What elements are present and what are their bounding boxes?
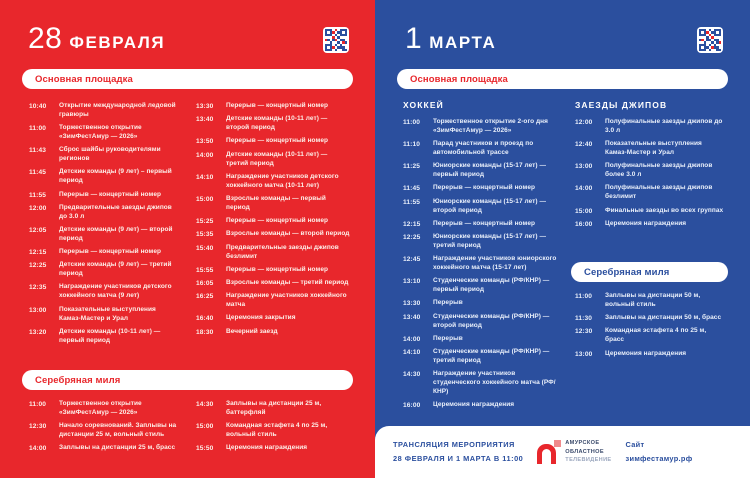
website-url[interactable]: зимфестамур.рф xyxy=(625,454,693,463)
table-row xyxy=(196,102,351,111)
row-time: 10:40 xyxy=(29,103,47,110)
row-desc: Перерыв — концертный номер xyxy=(226,265,329,273)
row-time: 11:00 xyxy=(29,125,47,133)
row-time: 13:00 xyxy=(29,306,47,314)
table-row xyxy=(403,348,561,366)
logo-line-3: ТЕЛЕВИДЕНИЕ xyxy=(565,457,612,464)
table-row xyxy=(29,422,179,440)
row-time: 11:00 xyxy=(29,401,47,408)
row-time: 11:45 xyxy=(403,185,421,193)
row-time: 15:40 xyxy=(196,244,214,252)
row-time: 13:20 xyxy=(29,328,47,336)
row-time: 15:35 xyxy=(196,231,214,239)
table-row xyxy=(575,220,725,229)
table-row xyxy=(575,184,725,202)
pill-silver-mile-right xyxy=(571,262,728,282)
table-row xyxy=(403,140,561,158)
row-desc: Торжественное открытие «ЗимФестАмур — 2026» xyxy=(59,400,142,416)
table-row xyxy=(196,173,351,191)
date-heading-right xyxy=(405,24,496,54)
amur-tv-logo xyxy=(537,439,611,465)
website-info[interactable] xyxy=(626,438,693,465)
row-desc: Перерыв — концертный номер xyxy=(433,184,536,192)
table-row xyxy=(196,328,351,337)
row-time: 12:45 xyxy=(403,256,421,264)
schedule-main-left-col2 xyxy=(196,102,351,341)
row-time: 13:00 xyxy=(575,163,593,171)
schedule-main-left-col1 xyxy=(29,102,179,350)
qr-pattern xyxy=(325,29,347,51)
row-desc: Церемония закрытия xyxy=(226,314,296,322)
schedule-mile-right xyxy=(575,292,725,363)
table-row xyxy=(403,277,561,295)
row-desc: Торжественное открытие 2-ого дня «ЗимФестАмур — 2026» xyxy=(433,118,548,134)
row-desc: Показательные выступления Камаз-Мастер и Урал xyxy=(59,305,156,322)
pill-main-venue-left xyxy=(22,69,353,89)
table-row xyxy=(29,306,179,324)
row-desc: Юниорские команды (15-17 лет) — первый период xyxy=(433,162,547,179)
pill-silver-mile-left xyxy=(22,370,353,390)
table-row xyxy=(29,328,179,346)
row-desc: Перерыв xyxy=(433,299,463,307)
row-time: 14:30 xyxy=(196,401,214,408)
pill-label: Основная площадка xyxy=(35,73,133,85)
row-time: 12:30 xyxy=(575,328,593,336)
broadcast-line-2: 28 ФЕВРАЛЯ И 1 МАРТА В 11:00 xyxy=(393,454,524,463)
table-row xyxy=(196,422,351,440)
row-desc: Награждение участников детского хоккейного матча (10-11 лет) xyxy=(226,172,339,189)
table-row xyxy=(403,162,561,180)
row-desc: Детские команды (10-11 лет) — третий период xyxy=(226,150,328,167)
row-time: 15:00 xyxy=(196,423,214,431)
row-desc: Награждение участников юниорского хоккейного матча (15-17 лет) xyxy=(433,255,557,272)
row-time: 11:00 xyxy=(575,293,593,300)
row-time: 11:25 xyxy=(403,163,421,171)
row-time: 13:00 xyxy=(575,350,593,358)
row-desc: Показательные выступления Камаз-Мастер и Урал xyxy=(605,140,702,157)
table-row xyxy=(403,220,561,229)
table-row xyxy=(403,370,561,397)
section-header-hockey: ХОККЕЙ xyxy=(403,100,444,110)
row-desc: Заплывы на дистанции 50 м, брасс xyxy=(605,314,722,322)
row-time: 14:10 xyxy=(403,349,421,357)
amur-tv-logo-icon xyxy=(537,440,561,464)
row-time: 16:40 xyxy=(196,315,214,323)
table-row xyxy=(196,444,351,453)
pill-main-venue-right xyxy=(397,69,728,89)
row-desc: Предварительные заезды джипов безлимит xyxy=(226,243,339,260)
row-desc: Взрослые команды — второй период xyxy=(226,230,350,238)
row-desc: Церемония награждения xyxy=(226,444,308,452)
table-row xyxy=(29,400,179,418)
row-desc: Студенческие команды (РФ/КНР) — второй период xyxy=(433,312,550,329)
row-time: 12:00 xyxy=(29,204,47,212)
table-row xyxy=(403,313,561,331)
row-time: 11:55 xyxy=(29,191,47,199)
row-desc: Детские команды (10-11 лет) — первый период xyxy=(59,327,161,344)
table-row xyxy=(29,204,179,222)
row-time: 12:35 xyxy=(29,284,47,292)
qr-pattern xyxy=(699,29,721,51)
row-desc: Перерыв xyxy=(433,334,463,342)
date-month: МАРТА xyxy=(429,33,497,52)
row-desc: Детские команды (9 лет) — третий период xyxy=(59,261,172,278)
row-time: 14:30 xyxy=(403,371,421,379)
table-row xyxy=(575,350,725,359)
row-desc: Церемония награждения xyxy=(433,401,515,409)
broadcast-line-1: ТРАНСЛЯЦИЯ МЕРОПРИЯТИЯ xyxy=(393,440,515,450)
table-row xyxy=(403,184,561,193)
row-time: 13:10 xyxy=(403,278,421,286)
footer-broadcast-bar xyxy=(375,426,750,478)
table-row xyxy=(196,195,351,213)
row-desc: Командная эстафета 4 по 25 м, вольный стиль xyxy=(226,422,328,439)
row-desc: Взрослые команды — третий период xyxy=(226,279,349,287)
row-desc: Взрослые команды — первый период xyxy=(226,194,326,211)
row-desc: Парад участников и проезд по автомобильной трассе xyxy=(433,140,534,157)
row-desc: Награждение участников детского хоккейного матча (9 лет) xyxy=(59,283,172,300)
row-time: 13:50 xyxy=(196,138,214,146)
row-desc: Полуфинальные заезды джипов до 3.0 л xyxy=(605,118,723,134)
table-row xyxy=(403,118,561,136)
table-row xyxy=(403,335,561,344)
section-header-jeeps: ЗАЕЗДЫ ДЖИПОВ xyxy=(575,100,668,110)
table-row xyxy=(196,400,351,418)
website-label: Сайт xyxy=(625,440,645,450)
row-desc: Начало соревнований. Заплывы на дистанции 25 м, вольный стиль xyxy=(59,422,177,439)
row-time: 15:25 xyxy=(196,218,214,226)
table-row xyxy=(575,140,725,158)
row-time: 11:10 xyxy=(403,141,421,149)
row-time: 13:40 xyxy=(196,116,214,124)
row-desc: Торжественное открытие «ЗимФестАмур — 2026» xyxy=(59,124,142,141)
table-row xyxy=(575,207,725,216)
table-row xyxy=(196,266,351,275)
row-desc: Церемония награждения xyxy=(605,219,687,227)
row-time: 14:00 xyxy=(29,445,47,453)
pill-label: Серебряная миля xyxy=(35,374,121,386)
row-time: 14:00 xyxy=(196,151,214,159)
page-march-1 xyxy=(375,0,750,478)
row-time: 15:55 xyxy=(196,266,214,274)
table-row xyxy=(29,283,179,301)
row-time: 15:50 xyxy=(196,445,214,453)
row-desc: Открытие международной ледовой гравюры xyxy=(59,102,176,118)
row-desc: Заплывы на дистанции 25 м, баттерфляй xyxy=(226,400,322,416)
table-row xyxy=(196,151,351,169)
row-desc: Награждение участников студенческого хоккейного матча (РФ/КНР) xyxy=(433,370,556,396)
row-time: 12:05 xyxy=(29,226,47,234)
table-row xyxy=(29,102,179,120)
table-row xyxy=(196,244,351,262)
schedule-mile-left-col2 xyxy=(196,400,351,458)
qr-code-icon[interactable] xyxy=(697,27,723,53)
amur-tv-logo-text xyxy=(565,439,611,465)
row-time: 16:05 xyxy=(196,280,214,288)
row-desc: Перерыв — концертный номер xyxy=(59,190,162,198)
row-desc: Юниорские команды (15-17 лет) — третий период xyxy=(433,233,547,250)
row-desc: Награждение участников хоккейного матча xyxy=(226,292,347,309)
row-time: 15:00 xyxy=(575,207,593,215)
row-desc: Перерыв — концертный номер xyxy=(226,137,329,145)
table-row xyxy=(196,137,351,146)
row-desc: Перерыв — концертный номер xyxy=(226,217,329,225)
logo-line-1: АМУРСКОЕ xyxy=(565,440,600,447)
row-desc: Детские команды (9 лет) — второй период xyxy=(59,225,173,242)
row-desc: Командная эстафета 4 по 25 м, брасс xyxy=(605,327,707,344)
pill-label: Основная площадка xyxy=(410,73,508,85)
table-row xyxy=(575,118,725,136)
table-row xyxy=(575,327,725,345)
row-time: 11:45 xyxy=(29,169,47,177)
row-desc: Сброс шайбы руководителями регионов xyxy=(59,146,161,163)
table-row xyxy=(29,261,179,279)
pill-label: Серебряная миля xyxy=(584,266,670,278)
row-desc: Церемония награждения xyxy=(605,349,687,357)
row-time: 16:00 xyxy=(575,220,593,228)
broadcast-info xyxy=(393,438,523,465)
table-row xyxy=(196,217,351,226)
row-desc: Полуфинальные заезды джипов более 3.0 л xyxy=(605,162,713,179)
schedule-jeeps xyxy=(575,118,725,233)
table-row xyxy=(403,299,561,308)
row-time: 14:00 xyxy=(403,335,421,343)
row-time: 12:40 xyxy=(575,141,593,149)
row-desc: Перерыв — концертный номер xyxy=(59,248,162,256)
table-row xyxy=(196,314,351,323)
table-row xyxy=(196,279,351,288)
row-time: 12:30 xyxy=(29,423,47,431)
schedule-hockey xyxy=(403,118,561,415)
logo-line-2: ОБЛАСТНОЕ xyxy=(565,448,604,455)
date-heading-left xyxy=(28,24,165,54)
row-desc: Студенческие команды (РФ/КНР) — первый период xyxy=(433,277,550,294)
row-desc: Перерыв — концертный номер xyxy=(226,102,329,109)
table-row xyxy=(29,248,179,257)
table-row xyxy=(29,168,179,186)
table-row xyxy=(403,198,561,216)
row-time: 12:25 xyxy=(403,234,421,242)
table-row xyxy=(575,162,725,180)
date-number: 28 xyxy=(28,22,63,55)
logo-shape-main xyxy=(537,444,556,464)
table-row xyxy=(196,292,351,310)
row-time: 14:10 xyxy=(196,173,214,181)
table-row xyxy=(196,230,351,239)
date-month: ФЕВРАЛЯ xyxy=(69,33,166,52)
row-time: 18:30 xyxy=(196,328,214,336)
row-desc: Перерыв — концертный номер xyxy=(433,219,536,227)
row-time: 12:25 xyxy=(29,262,47,270)
row-time: 13:30 xyxy=(403,300,421,308)
row-time: 12:00 xyxy=(575,119,593,126)
row-time: 14:00 xyxy=(575,185,593,193)
table-row xyxy=(196,115,351,133)
row-time: 12:15 xyxy=(29,249,47,257)
date-number: 1 xyxy=(405,22,423,55)
row-time: 11:55 xyxy=(403,198,421,206)
row-time: 13:30 xyxy=(196,103,214,110)
row-desc: Заплывы на дистанции 25 м, брасс xyxy=(59,444,176,452)
row-time: 11:43 xyxy=(29,147,47,155)
table-row xyxy=(403,255,561,273)
table-row xyxy=(29,444,179,453)
row-desc: Детские команды (9 лет) – первый период xyxy=(59,168,172,185)
schedule-mile-left-col1 xyxy=(29,400,179,458)
row-time: 13:40 xyxy=(403,313,421,321)
row-desc: Студенческие команды (РФ/КНР) — третий период xyxy=(433,348,550,365)
row-time: 15:00 xyxy=(196,195,214,203)
row-desc: Полуфинальные заезды джипов безлимит xyxy=(605,184,713,201)
table-row xyxy=(403,233,561,251)
logo-shape-accent xyxy=(554,440,561,447)
table-row xyxy=(575,292,725,310)
qr-code-icon[interactable] xyxy=(323,27,349,53)
row-desc: Предварительные заезды джипов до 3.0 л xyxy=(59,203,172,220)
row-time: 11:00 xyxy=(403,119,421,126)
table-row xyxy=(29,146,179,164)
row-time: 11:30 xyxy=(575,315,593,323)
row-time: 16:25 xyxy=(196,293,214,301)
row-desc: Заплывы на дистанции 50 м, вольный стиль xyxy=(605,292,701,308)
table-row xyxy=(29,124,179,142)
table-row xyxy=(29,226,179,244)
row-desc: Детские команды (10-11 лет) — второй период xyxy=(226,115,328,132)
row-desc: Финальные заезды во всех группах xyxy=(605,206,724,214)
table-row xyxy=(403,401,561,410)
row-desc: Юниорские команды (15-17 лет) — второй период xyxy=(433,197,547,214)
table-row xyxy=(575,314,725,323)
table-row xyxy=(29,191,179,200)
row-time: 12:15 xyxy=(403,220,421,228)
row-time: 16:00 xyxy=(403,402,421,410)
row-desc: Вечерний заезд xyxy=(226,327,278,335)
